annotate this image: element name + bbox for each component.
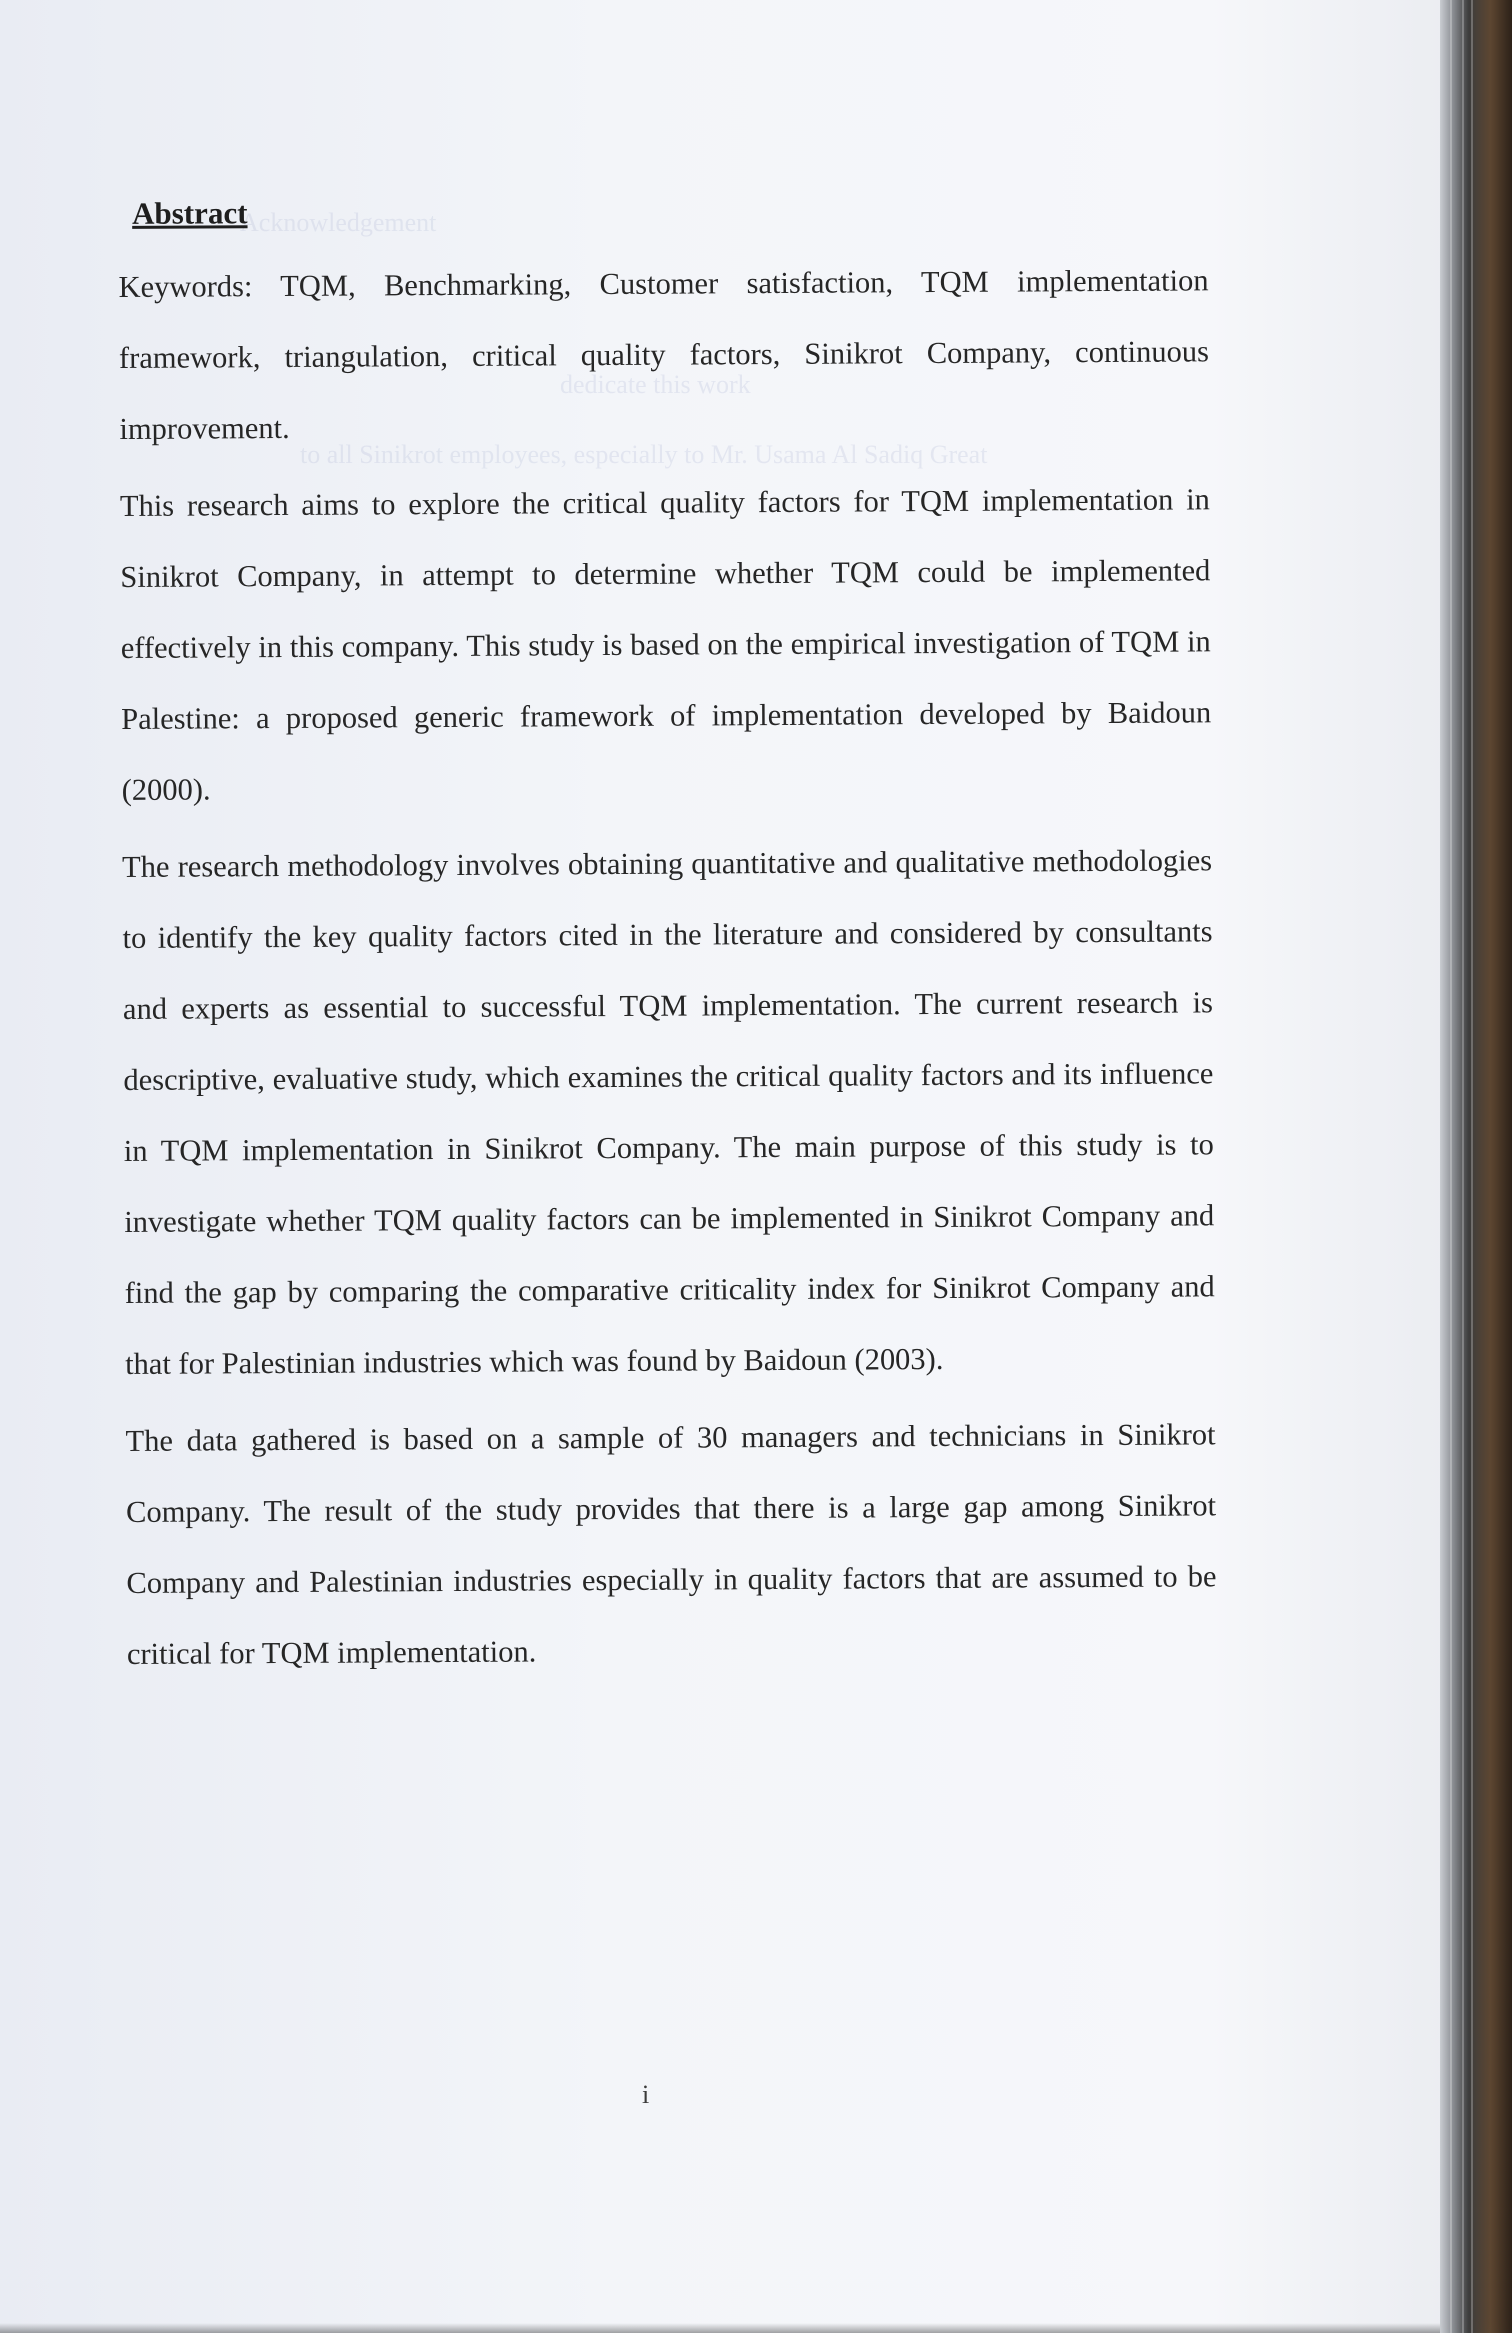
results-paragraph: The data gathered is based on a sample of 30 managers and technicians in Sinikrot Company. The result of the study provides that there is a large gap among Sinikrot Company and Palestinian industries especially in quality factors that are assumed to be critical for TQM implementation. [125,1417,1217,1671]
page-number: i [642,2080,650,2109]
keywords-paragraph: Keywords: TQM, Benchmarking, Customer satisfaction, TQM implementation framework, triangulation, critical quality factors, Sinikrot Company, continuous improvement. [118,263,1210,446]
methodology-paragraph: The research methodology involves obtaining quantitative and qualitative methodologies to identify the key quality factors cited in the literature and considered by consultants and experts as essential to successful TQM implementation. The current research is descriptive, evaluative study, which examines the critical quality factors and its influence in TQM implementation in Sinikrot Company. The main purpose of this study is to investigate whether TQM quality factors can be implemented in Sinikrot Company and find the gap by comparing the comparative criticality index for Sinikrot Company and that for Palestinian industries which was found by Baidoun (2003). [121,843,1215,1381]
scan-bottom-shadow [0,2323,1440,2333]
abstract-content [118,189,1217,1690]
bleed-through-text: to all Sinikrot employees, especially to Mr. Usama Al Sadiq Great [300,440,988,469]
aim-paragraph: This research aims to explore the critical quality factors for TQM implementation in Sinikrot Company, in attempt to determine whether TQM could be implemented effectively in this company. This study is based on the empirical investigation of TQM in Palestine: a proposed generic framework of implementation developed by Baidoun (2000). [119,482,1212,807]
bleed-through-text: dedicate this work [560,370,751,399]
book-page-edges [1440,0,1512,2333]
bleed-through-text: Acknowledgement [240,208,437,237]
abstract-heading: Abstract [131,195,248,231]
